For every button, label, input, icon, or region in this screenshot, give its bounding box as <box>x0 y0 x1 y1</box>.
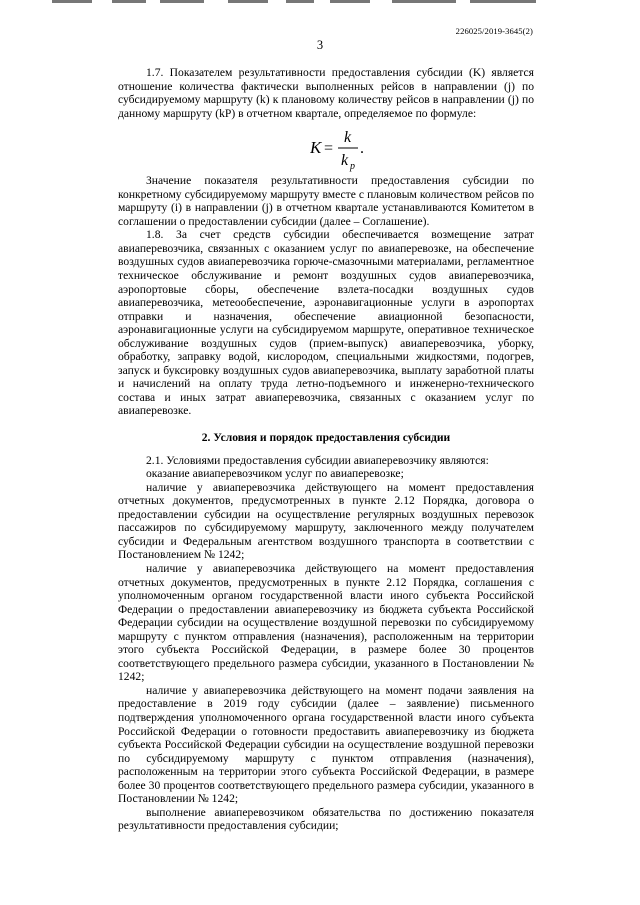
formula <box>118 120 534 174</box>
formula-lhs: K <box>310 138 322 158</box>
scan-top-marks <box>0 0 640 6</box>
formula-denominator-sub: p <box>350 161 355 173</box>
formula-denominator: k <box>341 152 349 170</box>
page-number: 3 <box>316 38 324 52</box>
formula-dot: . <box>360 140 364 158</box>
paragraph-1-8: 1.8. За счет средств субсидии обеспечивается возмещение затрат авиаперевозчика, связанных с оказанием услуг по авиаперевозке, на обеспечение воздушных судов авиаперевозчика горюче-смазочными материалами, регламентное техническое обслуживание и ремонт воздушных судов авиаперевозчика, аэропортовые сборы, обеспечение взлета-посадки воздушных судов авиаперевозчика, метеообеспечение, аэронавигационные услуги в аэропортах отправки и назначения, обеспечение авиационной безопасности, аэронавигационные услуги на субсидируемом маршруте, оперативное техническое обслуживание воздушных судов (прием-выпуск) авиаперевозчика, уборку, обработку, заправку водой, кислородом, специальными жидкостями, подогрев, запуск и буксировку воздушных судов авиаперевозчика, выплату заработной платы и начислений на оплату труда летно-подъемного и инженерно-технического состава и иных затрат авиаперевозчика, связанных с оказанием услуг по авиаперевозке. <box>118 228 534 418</box>
paragraph-2-1: 2.1. Условиями предоставления субсидии авиаперевозчику являются: <box>146 453 489 467</box>
document-number: 226025/2019-3645(2) <box>455 26 533 36</box>
section-heading: 2. Условия и порядок предоставления субсидии <box>201 431 451 445</box>
condition-item-1: оказание авиаперевозчиком услуг по авиаперевозке; <box>146 467 404 481</box>
condition-item-5: выполнение авиаперевозчиком обязательства по достижению показателя результативности предоставления субсидии; <box>118 805 534 833</box>
paragraph-1-7: 1.7. Показателем результативности предоставления субсидии (K) является отношение количества фактически выполненных рейсов в направлении (j) по субсидируемому маршруту (k) к плановому количеству рейсов в направлении (j) по данному маршруту (kP) в отчетном квартале, определяемое по формуле: <box>118 66 534 120</box>
condition-item-4: наличие у авиаперевозчика действующего на момент подачи заявления на предоставление в 2019 году субсидии (далее – заявление) письменного подтверждения уполномоченного органа государственной власти иного субъекта Российской Федерации о готовности предоставить авиаперевозчику из бюджета субъекта Российской Федерации субсидии на осуществление воздушной перевозки по субсидируемому маршруту с пунктом отправления (назначения), расположенным на территории этого субъекта Российской Федерации, в размере более 30 процентов соответствующего предельного размера субсидии, указанного в Постановлении № 1242; <box>118 683 534 806</box>
formula-numerator: k <box>344 129 352 147</box>
formula-equals: = <box>324 140 334 158</box>
formula-svg <box>310 126 390 172</box>
condition-item-2: наличие у авиаперевозчика действующего на момент предоставления отчетных документов, предусмотренных в пункте 2.12 Порядка, договора о предоставлении субсидии на осуществление регулярных воздушных перевозок пассажиров по субсидируемому маршруту, заключенного между получателем субсидии и Федеральным агентством воздушного транспорта в соответствии с Постановлением № 1242; <box>118 480 534 562</box>
condition-item-3: наличие у авиаперевозчика действующего на момент предоставления отчетных документов, предусмотренных в пункте 2.12 Порядка, соглашения с уполномоченным органом государственной власти иного субъекта Российской Федерации о предоставлении авиаперевозчику из бюджета субъекта Российской Федерации субсидии на осуществление воздушной перевозки по субсидируемому маршруту с пунктом отправления (назначения), расположенным на территории этого субъекта Российской Федерации, в размере более 30 процентов соответствующего предельного размера субсидии, указанного в Постановлении № 1242; <box>118 561 534 684</box>
document-body <box>118 66 534 833</box>
paragraph-result-value: Значение показателя результативности предоставления субсидии по конкретному субсидируемому маршруту вместе с плановым количеством рейсов по маршруту (i) в направлении (j) в отчетном квартале устанавливаются Комитетом в соглашении о предоставлении субсидии (далее – Соглашение). <box>118 174 534 228</box>
